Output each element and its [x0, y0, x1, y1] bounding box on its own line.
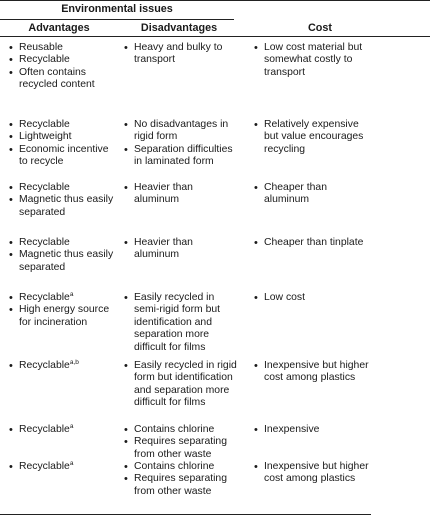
- bullet-text: Relatively expensive but value encourages recycling: [264, 119, 364, 155]
- bottom-rule: [0, 514, 371, 515]
- bullet-list: [8, 182, 116, 219]
- cell-advantages: [8, 182, 116, 219]
- bullet-list: [253, 182, 373, 207]
- bullet-text: Inexpensive: [264, 424, 320, 435]
- bullet-item: [8, 360, 116, 372]
- bullet-item: [123, 237, 239, 262]
- bullet-text: Often contains recycled content: [19, 66, 95, 91]
- bullet-item: [253, 119, 373, 156]
- bullet-list: [8, 237, 116, 274]
- bullet-list: [8, 292, 116, 329]
- bullet-text: Recyclable: [19, 237, 70, 248]
- cell-cost: [253, 461, 373, 486]
- bullet-text: Cheaper than tinplate: [264, 237, 364, 248]
- bullet-list: [8, 424, 116, 436]
- bullet-item: [253, 292, 373, 304]
- group-title: Environmental issues: [61, 3, 173, 15]
- bullet-list: [123, 292, 239, 354]
- bullet-text: Easily recycled in rigid form but identification and separation more difficult for films: [134, 360, 237, 409]
- cell-disadvantages: [123, 42, 239, 67]
- bullet-text: Recyclable: [19, 182, 70, 193]
- col-head-advantages: Advantages: [28, 22, 90, 34]
- bullet-item: [8, 131, 116, 143]
- bullet-item: [253, 42, 373, 79]
- bullet-list: [8, 119, 116, 169]
- bullet-text: Magnetic thus easily separated: [19, 194, 114, 218]
- bullet-list: [123, 360, 239, 410]
- bullet-text: Economic incentive to recycle: [19, 143, 109, 168]
- cell-cost: [253, 237, 373, 249]
- bullet-text: Lightweight: [19, 131, 72, 143]
- cell-disadvantages: [123, 461, 239, 498]
- cell-advantages: [8, 360, 116, 372]
- cell-disadvantages: [123, 360, 239, 410]
- bullet-text: Recyclable: [19, 424, 70, 435]
- bullet-item: [123, 461, 239, 473]
- bullet-text: Heavier than aluminum: [134, 182, 193, 206]
- bullet-text: Heavier than aluminum: [134, 237, 193, 261]
- bullet-list: [8, 360, 116, 372]
- bullet-list: [8, 42, 116, 92]
- bullet-item: [123, 42, 239, 67]
- bullet-text: Easily recycled in semi-rigid form but identification and separation more difficult for films: [134, 292, 221, 353]
- cell-advantages: [8, 292, 116, 329]
- cell-disadvantages: [123, 237, 239, 262]
- bullet-text: Reusable: [19, 42, 63, 53]
- bullet-text: Magnetic thus easily separated: [19, 249, 114, 273]
- bullet-list: [123, 42, 239, 67]
- footnote-marker: a: [69, 460, 74, 467]
- bullet-item: [123, 144, 239, 169]
- bullet-text: Cheaper than aluminum: [264, 182, 327, 206]
- bullet-item: [8, 144, 116, 169]
- bullet-item: [253, 182, 373, 207]
- bullet-list: [123, 461, 239, 498]
- header-rule: [0, 36, 430, 37]
- bullet-list: [123, 119, 239, 169]
- cell-advantages: [8, 461, 116, 473]
- bullet-text: Contains chlorine: [134, 424, 215, 435]
- cell-disadvantages: [123, 292, 239, 354]
- bullet-list: [253, 42, 373, 79]
- bullet-text: Requires separating from other waste: [134, 436, 227, 460]
- bullet-item: [8, 292, 116, 304]
- bullet-item: [8, 237, 116, 249]
- footnote-marker: a: [69, 423, 74, 430]
- bullet-list: [253, 461, 373, 486]
- bullet-item: [253, 424, 373, 436]
- group-title-underline: [0, 19, 234, 20]
- bullet-list: [253, 292, 373, 304]
- bullet-text: High energy source for incineration: [19, 304, 110, 328]
- cell-advantages: [8, 119, 116, 169]
- cell-cost: [253, 292, 373, 304]
- bullet-item: [123, 473, 239, 498]
- cell-advantages: [8, 424, 116, 436]
- footnote-marker: a: [69, 291, 74, 298]
- bullet-text: Recyclable: [19, 461, 70, 472]
- bullet-text: Low cost: [264, 292, 306, 303]
- cell-disadvantages: [123, 182, 239, 207]
- bullet-item: [8, 194, 116, 219]
- col-head-cost: Cost: [308, 22, 332, 34]
- bullet-item: [123, 119, 239, 144]
- bullet-text: Heavy and bulky to transport: [134, 42, 223, 66]
- cell-cost: [253, 119, 373, 156]
- col-head-disadvantages: Disadvantages: [140, 22, 218, 34]
- cell-cost: [253, 182, 373, 207]
- bullet-list: [253, 424, 373, 436]
- bullet-item: [8, 54, 116, 66]
- bullet-list: [253, 360, 373, 385]
- bullet-item: [123, 436, 239, 461]
- bullet-item: [8, 182, 116, 194]
- bullet-item: [8, 304, 116, 329]
- bullet-list: [253, 119, 373, 156]
- bullet-list: [253, 237, 373, 249]
- bullet-list: [123, 237, 239, 262]
- cell-cost: [253, 360, 373, 385]
- bullet-item: [8, 461, 116, 473]
- bullet-item: [8, 424, 116, 436]
- bullet-text: Recyclable: [19, 54, 70, 66]
- bullet-item: [123, 360, 239, 410]
- bullet-list: [8, 461, 116, 473]
- bullet-item: [123, 424, 239, 436]
- cell-advantages: [8, 42, 116, 92]
- bullet-text: Separation difficulties in laminated form: [134, 143, 233, 168]
- bullet-text: Inexpensive but higher cost among plastics: [264, 360, 369, 384]
- bullet-item: [253, 237, 373, 249]
- cell-cost: [253, 424, 373, 436]
- footnote-marker: a,b: [69, 359, 79, 366]
- bullet-item: [8, 42, 116, 54]
- bullet-text: Low cost material but somewhat costly to transport: [264, 42, 363, 78]
- bullet-item: [253, 461, 373, 486]
- bullet-text: Requires separating from other waste: [134, 473, 227, 497]
- cell-disadvantages: [123, 119, 239, 169]
- bullet-text: Recyclable: [19, 292, 70, 303]
- bullet-text: Recyclable: [19, 119, 70, 130]
- bullet-text: Contains chlorine: [134, 461, 215, 472]
- bullet-text: Recyclable: [19, 360, 70, 371]
- bullet-list: [123, 182, 239, 207]
- cell-disadvantages: [123, 424, 239, 461]
- bullet-text: Inexpensive but higher cost among plastics: [264, 461, 369, 485]
- bullet-item: [8, 249, 116, 274]
- cell-advantages: [8, 237, 116, 274]
- bullet-item: [8, 119, 116, 131]
- bullet-text: No disadvantages in rigid form: [134, 119, 229, 143]
- bullet-item: [253, 360, 373, 385]
- bullet-item: [8, 67, 116, 92]
- top-rule: [0, 0, 430, 1]
- bullet-item: [123, 182, 239, 207]
- bullet-item: [123, 292, 239, 354]
- bullet-list: [123, 424, 239, 461]
- cell-cost: [253, 42, 373, 79]
